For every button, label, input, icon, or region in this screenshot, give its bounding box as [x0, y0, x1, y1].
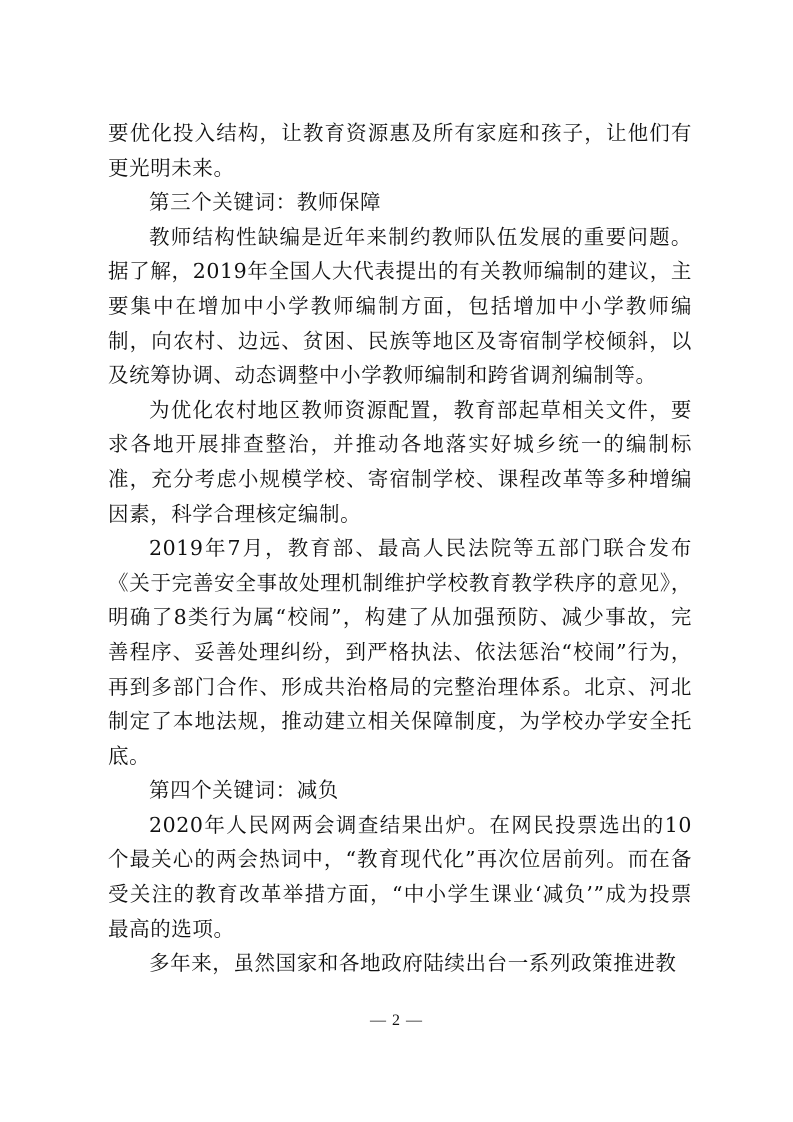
section-heading-burden-reduction: 第四个关键词：减负 [149, 778, 339, 803]
paragraph-school-safety: 2019年7月，教育部、最高人民法院等五部门联合发布《关于完善安全事故处理机制维护学校教育教学秩序的意见》，明确了8类行为属“校闹”，构建了从加强预防、减少事故，完善程序、妥善处理纠纷，到严格执法、依法惩治“校闹”行为，再到多部门合作、形成共治格局的完整治理体系。北京、河北制定了本地法规，推动建立相关保障制度，为学校办学安全托底。 [108, 536, 692, 768]
paragraph-rural-teacher-resources: 为优化农村地区教师资源配置，教育部起草相关文件，要求各地开展排查整治，并推动各地落实好城乡统一的编制标准，充分考虑小规模学校、寄宿制学校、课程改革等多种增编因素，科学合理核定编制。 [108, 397, 692, 526]
paragraph-continuation: 要优化投入结构，让教育资源惠及所有家庭和孩子，让他们有更光明未来。 [108, 121, 692, 180]
page-number: — 2 — [370, 1012, 423, 1029]
paragraph-survey-results: 2020年人民网两会调查结果出炉。在网民投票选出的10个最关心的两会热词中，“教育现代化”再次位居前列。而在备受关注的教育改革举措方面，“中小学生课业‘减负’”成为投票最高的选项。 [108, 812, 692, 941]
document-body [108, 116, 692, 981]
paragraph-policy-intro: 多年来，虽然国家和各地政府陆续出台一系列政策推进教 [149, 951, 677, 976]
paragraph-teacher-staffing: 教师结构性缺编是近年来制约教师队伍发展的重要问题。据了解，2019年全国人大代表提出的有关教师编制的建议，主要集中在增加中小学教师编制方面，包括增加中小学教师编制，向农村、边远、贫困、民族等地区及寄宿制学校倾斜，以及统筹协调、动态调整中小学教师编制和跨省调剂编制等。 [108, 224, 692, 388]
section-heading-teacher-guarantee: 第三个关键词：教师保障 [149, 190, 382, 215]
